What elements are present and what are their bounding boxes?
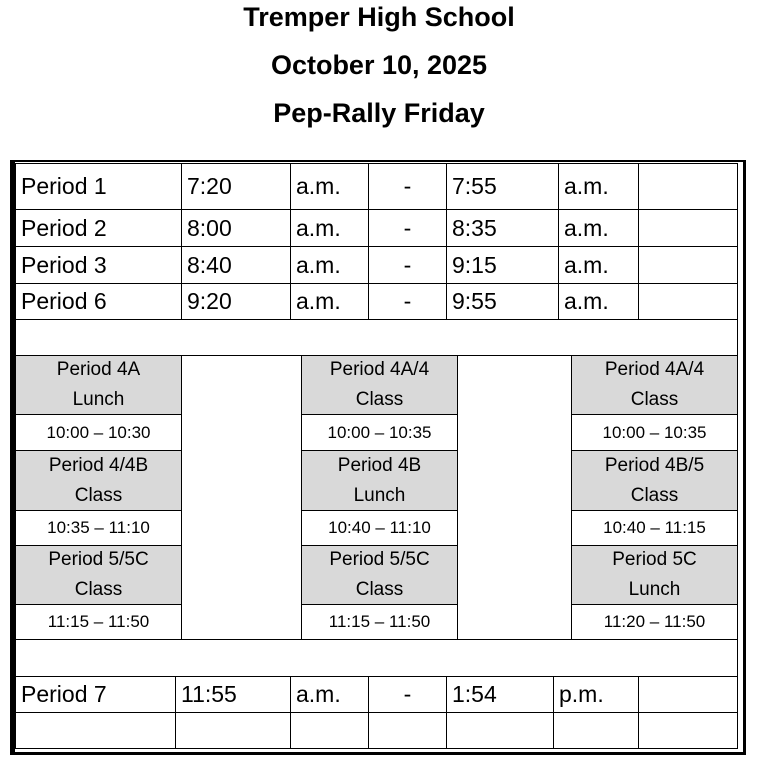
period-type: Class [630,484,679,506]
empty-cell [638,676,738,713]
period-name: Period 4B [337,454,422,476]
period-time: 11:15 – 11:50 [15,604,182,640]
empty-cell [638,163,738,210]
empty-cell [368,712,447,749]
empty-cell [290,712,369,749]
morning-period: Period 2 [15,209,182,247]
empty-cell [553,712,639,749]
morning-end-ampm: a.m. [558,163,639,210]
morning-period: Period 6 [15,283,182,320]
morning-start-ampm: a.m. [290,163,369,210]
morning-start-ampm: a.m. [290,246,369,284]
schedule-table [10,160,746,755]
period-block [571,450,738,511]
period-block [15,355,182,415]
period-time: 11:15 – 11:50 [301,604,458,640]
morning-start: 8:00 [181,209,291,247]
morning-end-ampm: a.m. [558,246,639,284]
period-time: 10:00 – 10:35 [571,414,738,451]
morning-end: 9:15 [446,246,559,284]
period-time: 10:40 – 11:10 [301,510,458,546]
afternoon-dash: - [368,676,447,713]
period-type: Class [355,579,404,600]
period-type: Class [74,484,123,506]
period-name: Period 4B/5 [604,454,705,476]
morning-period: Period 3 [15,246,182,284]
period-type: Lunch [353,484,406,506]
period-time: 10:35 – 11:10 [15,510,182,546]
afternoon-end: 1:54 [446,676,554,713]
period-block [571,355,738,415]
spacer-row [15,639,738,677]
period-block [301,450,458,511]
empty-cell [15,712,176,749]
morning-start: 7:20 [181,163,291,210]
period-name: Period 4A/4 [604,359,705,380]
period-block [15,450,182,511]
morning-dash: - [368,209,447,247]
morning-end: 7:55 [446,163,559,210]
afternoon-period: Period 7 [15,676,176,713]
period-type: Class [630,389,679,410]
spacer-row [15,319,738,356]
empty-cell [638,712,738,749]
period-time: 10:00 – 10:35 [301,414,458,451]
period-time: 10:00 – 10:30 [15,414,182,451]
period-type: Lunch [628,579,681,600]
period-block [15,545,182,605]
afternoon-end-ampm: p.m. [553,676,639,713]
period-block [571,545,738,605]
afternoon-start-ampm: a.m. [290,676,369,713]
period-name: Period 5/5C [48,549,149,570]
morning-end: 9:55 [446,283,559,320]
empty-cell [175,712,291,749]
morning-start: 9:20 [181,283,291,320]
empty-block [457,355,572,640]
period-name: Period 5/5C [329,549,430,570]
period-block [301,355,458,415]
morning-dash: - [368,283,447,320]
empty-cell [638,246,738,284]
period-name: Period 4/4B [48,454,149,476]
empty-block [181,355,302,640]
morning-start: 8:40 [181,246,291,284]
afternoon-start: 11:55 [175,676,291,713]
period-block [301,545,458,605]
morning-period: Period 1 [15,163,182,210]
schedule-date: October 10, 2025 [270,50,488,80]
period-type: Lunch [72,389,125,410]
school-name: Tremper High School [243,2,515,32]
period-time: 11:20 – 11:50 [571,604,738,640]
morning-start-ampm: a.m. [290,209,369,247]
empty-cell [446,712,554,749]
morning-dash: - [368,163,447,210]
morning-dash: - [368,246,447,284]
empty-cell [638,209,738,247]
period-type: Class [355,389,404,410]
period-name: Period 4A/4 [329,359,430,380]
period-name: Period 5C [612,549,697,570]
morning-end-ampm: a.m. [558,209,639,247]
morning-start-ampm: a.m. [290,283,369,320]
morning-end-ampm: a.m. [558,283,639,320]
empty-cell [638,283,738,320]
morning-end: 8:35 [446,209,559,247]
period-time: 10:40 – 11:15 [571,510,738,546]
schedule-type: Pep-Rally Friday [273,98,485,128]
period-name: Period 4A [56,359,141,380]
period-type: Class [74,579,123,600]
